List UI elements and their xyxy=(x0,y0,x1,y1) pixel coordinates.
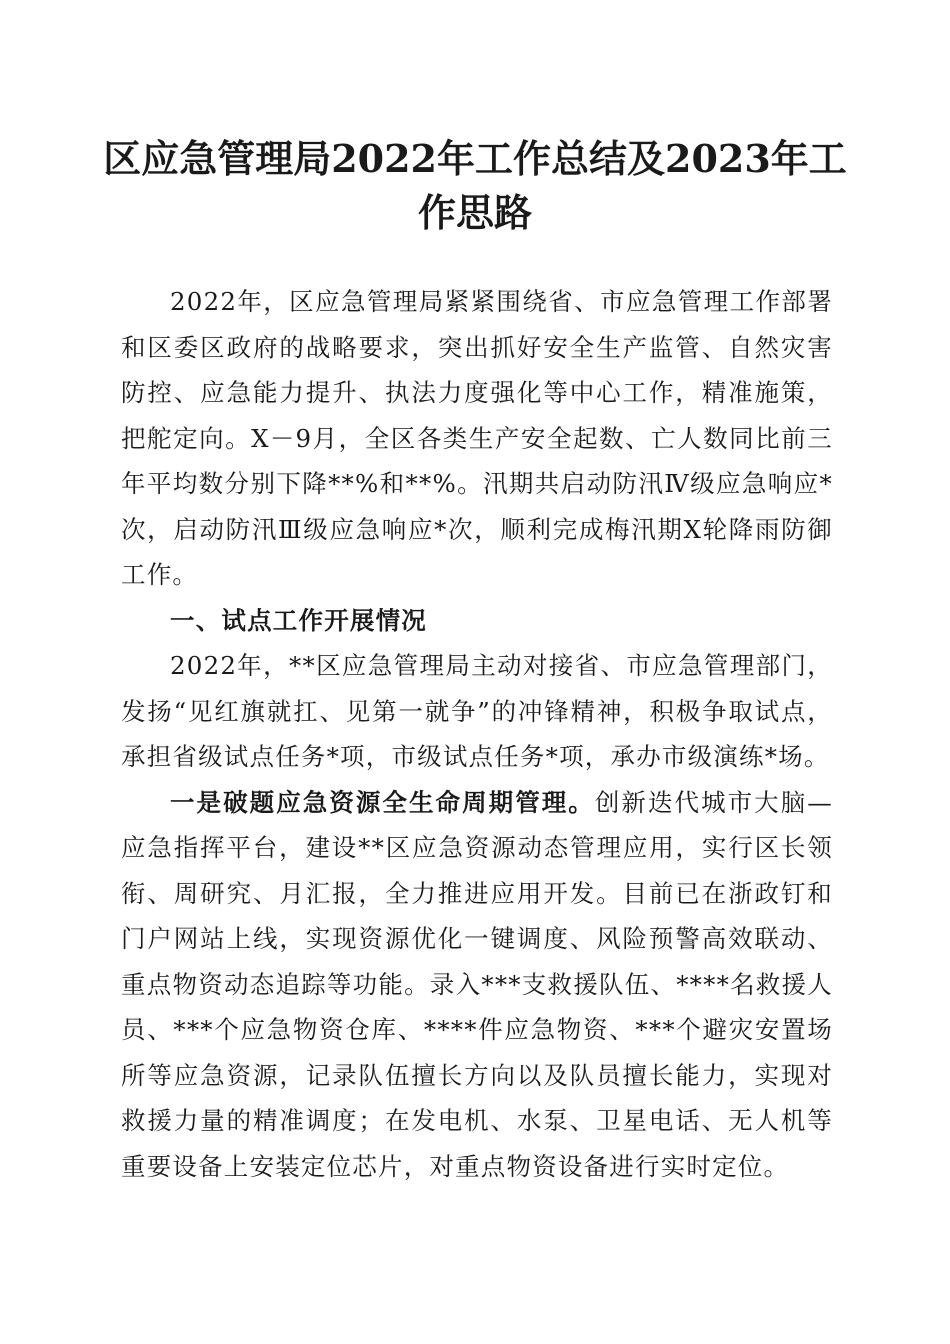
document-body xyxy=(121,279,833,1189)
section-heading-1: 一、试点工作开展情况 xyxy=(170,605,427,635)
section1-paragraph: 2022年，**区应急管理局主动对接省、市应急管理部门，发扬“见红旗就扛、见第一就争”的冲锋精神，积极争取试点，承担省级试点任务*项，市级试点任务*项，承办市级演练*场。 xyxy=(121,651,833,771)
item1-body: 创新迭代城市大脑—应急指挥平台，建设**区应急资源动态管理应用，实行区长领衔、周研究、月汇报，全力推进应用开发。目前已在浙政钉和门户网站上线，实现资源优化一键调度、风险预警高效联动、重点物资动态追踪等功能。录入***支救援队伍、****名救援人员、***个应急物资仓库、****件应急物资、***个避灾安置场所等应急资源，记录队伍擅长方向以及队员擅长能力，实现对救援力量的精准调度；在发电机、水泵、卫星电话、无人机等重要设备上安装定位芯片，对重点物资设备进行实时定位。 xyxy=(121,787,833,1181)
intro-paragraph: 2022年，区应急管理局紧紧围绕省、市应急管理工作部署和区委区政府的战略要求，突出抓好安全生产监管、自然灾害防控、应急能力提升、执法力度强化等中心工作，精准施策，把舵定向。X－9月，全区各类生产安全起数、亡人数同比前三年平均数分别下降**%和**%。汛期共启动防汛Ⅳ级应急响应*次，启动防汛Ⅲ级应急响应*次，顺利完成梅汛期X轮降雨防御工作。 xyxy=(121,287,833,589)
document-title: 区应急管理局2022年工作总结及2023年工作思路 xyxy=(103,136,847,235)
item1-lead: 一是破题应急资源全生命周期管理。 xyxy=(170,787,595,817)
item1-paragraph xyxy=(121,780,833,1190)
